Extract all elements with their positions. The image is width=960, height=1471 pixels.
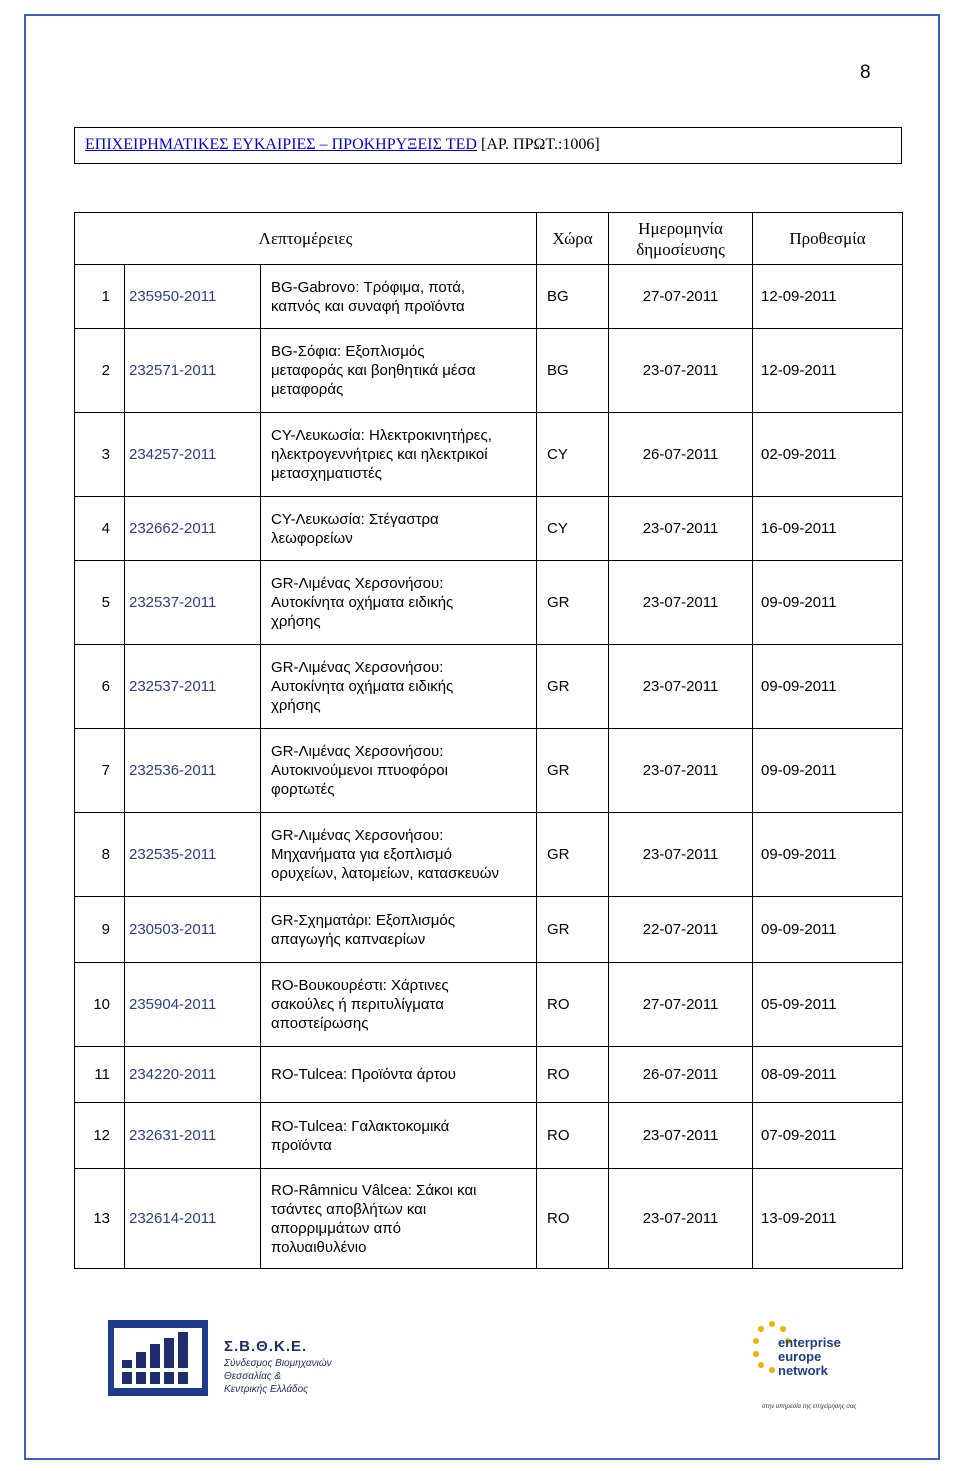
details-line: χρήσης xyxy=(271,697,321,714)
deadline-date: 09-09-2011 xyxy=(753,813,903,897)
publication-date: 23-07-2011 xyxy=(609,1169,753,1269)
deadline-date: 09-09-2011 xyxy=(753,897,903,963)
sbthke-line3: Κεντρικής Ελλάδος xyxy=(224,1384,309,1395)
table-header-row xyxy=(75,213,903,265)
sbthke-logo-icon xyxy=(108,1320,208,1396)
details-line: RO-Râmnicu Vâlcea: Σάκοι και xyxy=(271,1181,477,1199)
deadline-date: 07-09-2011 xyxy=(753,1103,903,1169)
country-code: RO xyxy=(537,1047,609,1103)
row-number: 1 xyxy=(75,265,125,329)
tender-id: 235904-2011 xyxy=(125,963,261,1047)
deadline-date: 12-09-2011 xyxy=(753,265,903,329)
details-line: GR-Λιμένας Χερσονήσου: xyxy=(271,659,444,676)
ted-tenders-link[interactable]: ΕΠΙΧΕΙΡΗΜΑΤΙΚΕΣ ΕΥΚΑΙΡΙΕΣ – ΠΡΟΚΗΡΥΞΕΙΣ TED xyxy=(85,136,477,153)
table-body xyxy=(75,265,903,1269)
een-line2: europe xyxy=(778,1349,822,1364)
details-line: αποστείρωσης xyxy=(271,1015,369,1032)
tender-id: 232571-2011 xyxy=(125,329,261,413)
publication-date: 27-07-2011 xyxy=(609,963,753,1047)
tender-details xyxy=(261,1103,537,1169)
country-code: BG xyxy=(537,329,609,413)
tender-id: 232662-2011 xyxy=(125,497,261,561)
tender-id: 235950-2011 xyxy=(125,265,261,329)
details-line: RO-Tulcea: Γαλακτοκομικά xyxy=(271,1117,450,1135)
tender-details xyxy=(261,1047,537,1103)
publication-date: 26-07-2011 xyxy=(609,413,753,497)
details-line: Μηχανήματα για εξοπλισμό xyxy=(271,846,452,863)
publication-date: 26-07-2011 xyxy=(609,1047,753,1103)
row-number: 11 xyxy=(75,1047,125,1103)
table-row xyxy=(75,561,903,645)
table-row xyxy=(75,413,903,497)
country-code: GR xyxy=(537,561,609,645)
row-number: 13 xyxy=(75,1169,125,1269)
details-line: μετασχηματιστές xyxy=(271,465,382,482)
table-row xyxy=(75,329,903,413)
row-number: 2 xyxy=(75,329,125,413)
table-row xyxy=(75,265,903,329)
tender-id: 234220-2011 xyxy=(125,1047,261,1103)
publication-date: 23-07-2011 xyxy=(609,645,753,729)
country-code: CY xyxy=(537,497,609,561)
sbthke-line1: Σύνδεσμος Βιομηχανιών xyxy=(224,1358,332,1369)
tender-details xyxy=(261,729,537,813)
details-line: Αυτοκίνητα οχήματα ειδικής xyxy=(271,594,454,611)
details-line: λεωφορείων xyxy=(271,529,353,547)
row-number: 4 xyxy=(75,497,125,561)
tender-id: 232536-2011 xyxy=(125,729,261,813)
country-code: BG xyxy=(537,265,609,329)
country-code: GR xyxy=(537,729,609,813)
details-line: προϊόντα xyxy=(271,1136,332,1154)
details-line: χρήσης xyxy=(271,613,321,630)
details-line: καπνός και συναφή προϊόντα xyxy=(271,297,465,315)
table-row xyxy=(75,497,903,561)
table-row xyxy=(75,729,903,813)
publication-date: 22-07-2011 xyxy=(609,897,753,963)
details-line: CY-Λευκωσία: Στέγαστρα xyxy=(271,510,439,528)
details-line: BG-Σόφια: Εξοπλισμός xyxy=(271,343,425,360)
deadline-date: 16-09-2011 xyxy=(753,497,903,561)
een-line1: enterprise xyxy=(778,1335,841,1350)
tender-id: 230503-2011 xyxy=(125,897,261,963)
country-code: RO xyxy=(537,963,609,1047)
row-number: 3 xyxy=(75,413,125,497)
deadline-date: 05-09-2011 xyxy=(753,963,903,1047)
tender-details xyxy=(261,813,537,897)
table-row xyxy=(75,1169,903,1269)
tender-details xyxy=(261,561,537,645)
details-line: μεταφοράς xyxy=(271,381,344,398)
protocol-number: [ΑΡ. ΠΡΩΤ.:1006] xyxy=(476,136,600,153)
deadline-date: 09-09-2011 xyxy=(753,561,903,645)
deadline-date: 12-09-2011 xyxy=(753,329,903,413)
deadline-date: 02-09-2011 xyxy=(753,413,903,497)
table-row xyxy=(75,963,903,1047)
tender-id: 232537-2011 xyxy=(125,645,261,729)
een-line3: network xyxy=(778,1363,828,1378)
sbthke-line2: Θεσσαλίας & xyxy=(224,1371,282,1382)
country-code: GR xyxy=(537,813,609,897)
details-line: CY-Λευκωσία: Ηλεκτροκινητήρες, xyxy=(271,427,492,444)
details-line: ορυχείων, λατομείων, κατασκευών xyxy=(271,865,499,882)
tender-details xyxy=(261,1169,537,1269)
details-line: RO-Βουκουρέστι: Χάρτινες xyxy=(271,977,449,994)
publication-date: 23-07-2011 xyxy=(609,813,753,897)
tenders-table xyxy=(74,212,903,1269)
een-tagline: στην υπηρεσία της επιχείρησης σας xyxy=(762,1404,857,1410)
tender-details xyxy=(261,413,537,497)
deadline-date: 09-09-2011 xyxy=(753,645,903,729)
col-header-published xyxy=(609,213,753,265)
details-line: Αυτοκινούμενοι πτυοφόροι xyxy=(271,762,448,779)
details-line: Αυτοκίνητα οχήματα ειδικής xyxy=(271,678,454,695)
col-header-published-line2: δημοσίευσης xyxy=(636,239,725,259)
tender-id: 232631-2011 xyxy=(125,1103,261,1169)
col-header-details: Λεπτομέρειες xyxy=(75,213,537,265)
details-line: απαγωγής καπναερίων xyxy=(271,930,426,948)
deadline-date: 09-09-2011 xyxy=(753,729,903,813)
details-line: GR-Λιμένας Χερσονήσου: xyxy=(271,743,444,760)
section-header xyxy=(74,127,902,164)
tender-id: 232535-2011 xyxy=(125,813,261,897)
country-code: GR xyxy=(537,897,609,963)
col-header-published-line1: Ημερομηνία xyxy=(638,218,723,238)
details-line: BG-Gabrovo: Τρόφιμα, ποτά, xyxy=(271,278,466,296)
tender-id: 232537-2011 xyxy=(125,561,261,645)
publication-date: 23-07-2011 xyxy=(609,729,753,813)
deadline-date: 13-09-2011 xyxy=(753,1169,903,1269)
tender-details xyxy=(261,497,537,561)
deadline-date: 08-09-2011 xyxy=(753,1047,903,1103)
row-number: 12 xyxy=(75,1103,125,1169)
publication-date: 23-07-2011 xyxy=(609,1103,753,1169)
details-line: σακούλες ή περιτυλίγματα xyxy=(271,996,444,1013)
row-number: 8 xyxy=(75,813,125,897)
country-code: CY xyxy=(537,413,609,497)
row-number: 10 xyxy=(75,963,125,1047)
details-line: ηλεκτρογεννήτριες και ηλεκτρικοί xyxy=(271,446,488,463)
details-line: GR-Λιμένας Χερσονήσου: xyxy=(271,827,444,844)
sbthke-name: Σ.Β.Θ.Κ.Ε. xyxy=(224,1338,308,1355)
table-row xyxy=(75,1103,903,1169)
tender-id: 234257-2011 xyxy=(125,413,261,497)
details-line: RO-Tulcea: Προϊόντα άρτου xyxy=(271,1066,456,1083)
row-number: 9 xyxy=(75,897,125,963)
tender-details xyxy=(261,329,537,413)
table-row xyxy=(75,897,903,963)
tender-details xyxy=(261,645,537,729)
country-code: RO xyxy=(537,1169,609,1269)
tender-details xyxy=(261,265,537,329)
details-line: GR-Σχηματάρι: Εξοπλισμός xyxy=(271,911,455,929)
details-line: GR-Λιμένας Χερσονήσου: xyxy=(271,575,444,592)
details-line: πολυαιθυλένιο xyxy=(271,1238,367,1256)
tender-details xyxy=(261,897,537,963)
details-line: μεταφοράς και βοηθητικά μέσα xyxy=(271,362,476,379)
table-row xyxy=(75,1047,903,1103)
publication-date: 23-07-2011 xyxy=(609,497,753,561)
table-row xyxy=(75,813,903,897)
row-number: 7 xyxy=(75,729,125,813)
details-line: φορτωτές xyxy=(271,781,335,798)
tender-id: 232614-2011 xyxy=(125,1169,261,1269)
col-header-country: Χώρα xyxy=(537,213,609,265)
tender-details xyxy=(261,963,537,1047)
row-number: 5 xyxy=(75,561,125,645)
publication-date: 27-07-2011 xyxy=(609,265,753,329)
publication-date: 23-07-2011 xyxy=(609,329,753,413)
page-number: 8 xyxy=(860,62,871,83)
publication-date: 23-07-2011 xyxy=(609,561,753,645)
details-line: απορριμμάτων από xyxy=(271,1219,401,1237)
details-line: τσάντες αποβλήτων και xyxy=(271,1200,427,1218)
country-code: RO xyxy=(537,1103,609,1169)
row-number: 6 xyxy=(75,645,125,729)
table-row xyxy=(75,645,903,729)
col-header-deadline: Προθεσμία xyxy=(753,213,903,265)
country-code: GR xyxy=(537,645,609,729)
